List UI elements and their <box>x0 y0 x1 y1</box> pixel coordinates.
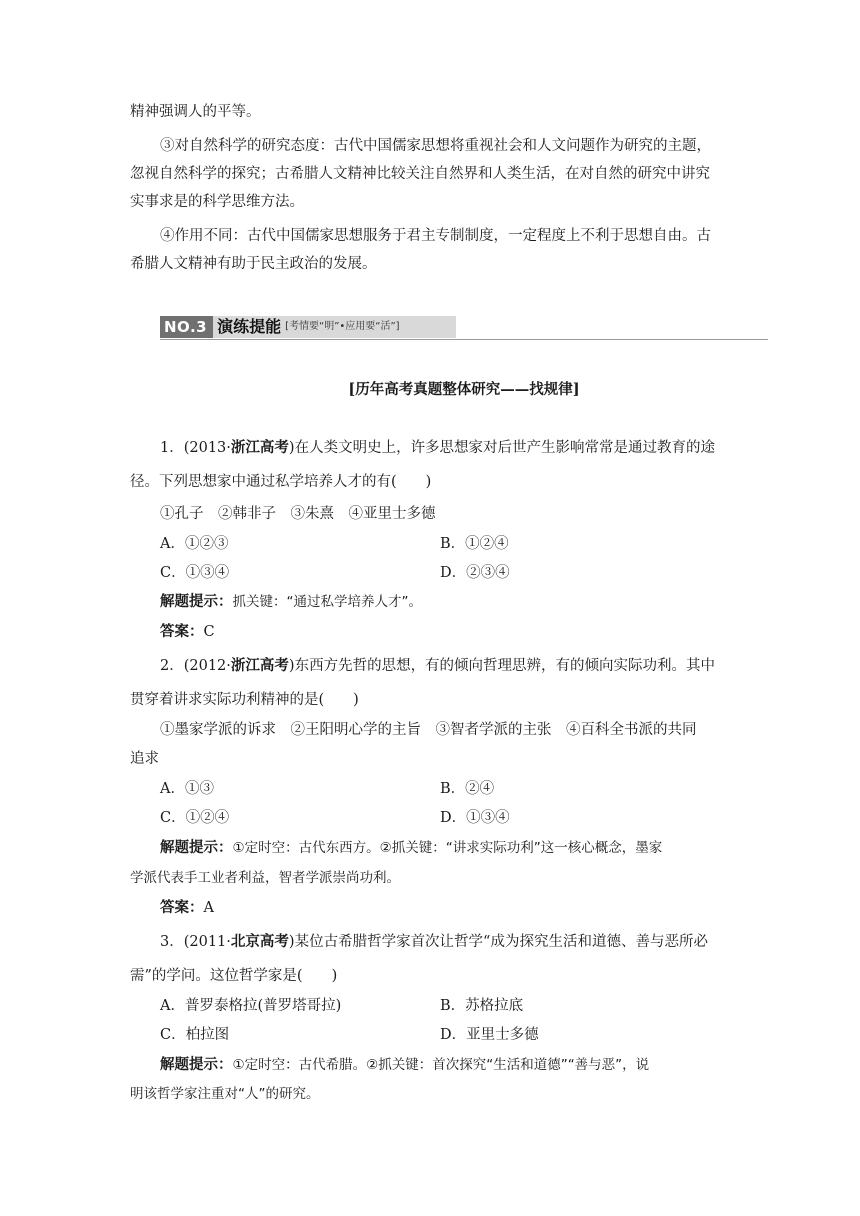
q2-answer <box>160 898 214 918</box>
q2-hint-label: 解题提示： <box>160 839 233 856</box>
q3-option-b: B．苏格拉底 <box>440 998 524 1014</box>
q2-stem-text-1: )东西方先哲的思想，有的倾向哲理思辨，有的倾向实际功利。其中 <box>288 658 716 674</box>
q3-number: 3．(2011· <box>160 934 231 950</box>
section-title: [历年高考真题整体研究——找规律] <box>348 381 580 398</box>
q3-option-d: D．亚里士多德 <box>440 1027 539 1043</box>
q1-hint <box>160 592 422 612</box>
q2-option-d: D．①③④ <box>440 810 510 826</box>
q1-option-b: B．①②④ <box>440 536 509 552</box>
q2-stem-line-2: 贯穿着讲求实际功利精神的是( ) <box>130 692 359 708</box>
q2-option-c: C．①②④ <box>160 810 230 826</box>
q1-option-a: A．①②③ <box>160 536 229 552</box>
q3-hint-text-1: ①定时空：古代希腊。②抓关键：首次探究“生活和道德”“善与恶”，说 <box>232 1057 650 1073</box>
q2-answer-value: A <box>203 900 214 916</box>
banner-title-box <box>213 316 456 338</box>
q1-hint-label: 解题提示： <box>160 593 233 610</box>
q3-hint-label: 解题提示： <box>160 1056 233 1073</box>
intro-paragraph-4-line-1: ④作用不同：古代中国儒家思想服务于君主专制制度，一定程度上不利于思想自由。古 <box>160 228 711 244</box>
q1-stem-text-1: )在人类文明史上，许多思想家对后世产生影响常常是通过教育的途 <box>288 440 716 456</box>
intro-paragraph-3-line-2: 忽视自然科学的探究；古希腊人文精神比较关注自然界和人类生活，在对自然的研究中讲究 <box>130 166 710 182</box>
q3-hint-line-2: 明该哲学家注重对“人”的研究。 <box>130 1086 320 1102</box>
q3-stem-text-1: )某位古希腊哲学家首次让哲学“成为探究生活和道德、善与恶所必 <box>288 934 708 950</box>
q3-stem-line-2: 需”的学问。这位哲学家是( ) <box>130 968 338 984</box>
banner-rule <box>160 339 768 340</box>
q2-stem-line-1 <box>160 656 715 676</box>
q2-option-b: B．②④ <box>440 781 495 797</box>
q2-hint-line-2: 学派代表手工业者利益，智者学派崇尚功利。 <box>130 870 400 886</box>
q1-answer-value: C <box>203 624 215 640</box>
q1-stem-line-1 <box>160 438 715 458</box>
q1-hint-text: 抓关键：“通过私学培养人才”。 <box>232 594 422 610</box>
q1-answer <box>160 622 215 642</box>
q3-source: 北京高考 <box>230 933 289 950</box>
q3-option-a: A．普罗泰格拉(普罗塔哥拉) <box>160 998 342 1014</box>
banner-badge: NO.3 <box>160 316 213 338</box>
q1-option-c: C．①③④ <box>160 565 230 581</box>
q1-option-d: D．②③④ <box>440 565 510 581</box>
q2-source: 浙江高考 <box>230 657 289 674</box>
q3-stem-line-1 <box>160 932 708 952</box>
q2-items-line-2: 追求 <box>130 751 159 767</box>
q2-option-a: A．①③ <box>160 781 214 797</box>
banner-title: 演练提能 <box>217 317 282 336</box>
intro-paragraph-3-line-3: 实事求是的科学思维方法。 <box>130 194 304 210</box>
q2-answer-label: 答案： <box>160 899 204 916</box>
q2-hint-text-1: ①定时空：古代东西方。②抓关键：“讲求实际功利”这一核心概念，墨家 <box>232 840 663 856</box>
q1-source: 浙江高考 <box>230 439 289 456</box>
q3-hint-line-1 <box>160 1055 649 1075</box>
intro-line: 精神强调人的平等。 <box>130 104 261 120</box>
section-banner <box>160 316 456 338</box>
q1-items: ①孔子 ②韩非子 ③朱熹 ④亚里士多德 <box>160 506 436 522</box>
q1-number: 1．(2013· <box>160 440 231 456</box>
q2-items-line-1: ①墨家学派的诉求 ②王阳明心学的主旨 ③智者学派的主张 ④百科全书派的共同 <box>160 722 697 738</box>
q3-option-c: C．柏拉图 <box>160 1027 230 1043</box>
intro-paragraph-4-line-2: 希腊人文精神有助于民主政治的发展。 <box>130 256 377 272</box>
intro-paragraph-3-line-1: ③对自然科学的研究态度：古代中国儒家思想将重视社会和人文问题作为研究的主题， <box>160 138 711 154</box>
banner-subtitle: [考情要“明”•应用要“活”] <box>285 321 400 332</box>
q2-number: 2．(2012· <box>160 658 231 674</box>
q1-answer-label: 答案： <box>160 623 204 640</box>
q1-stem-line-2: 径。下列思想家中通过私学培养人才的有( ) <box>130 474 432 490</box>
q2-hint-line-1 <box>160 838 662 858</box>
